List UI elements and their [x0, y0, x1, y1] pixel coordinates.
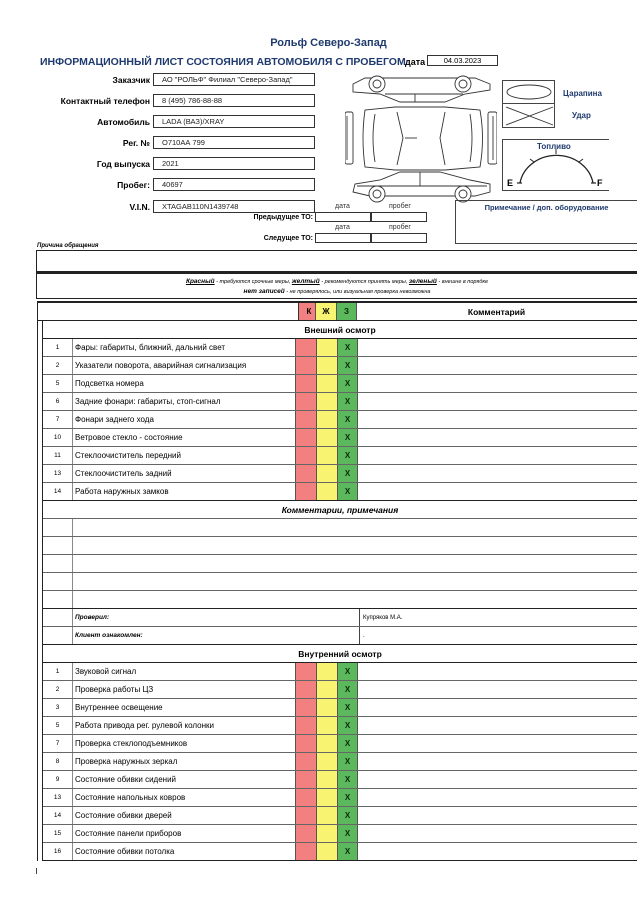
yellow-cell[interactable]: [316, 447, 337, 464]
yellow-cell[interactable]: [316, 393, 337, 410]
red-cell[interactable]: [295, 807, 316, 824]
vin-label: V.I.N.: [129, 202, 150, 212]
fuel-gauge[interactable]: [502, 139, 609, 191]
green-cell[interactable]: X: [337, 357, 358, 374]
row-number: 16: [43, 843, 73, 860]
year-field[interactable]: 2021: [153, 157, 315, 170]
comments-title: Комментарии, примечания: [281, 505, 399, 515]
row-description: Состояние обивки дверей: [75, 811, 172, 820]
row-number: 14: [43, 483, 73, 500]
row-description: Стеклоочиститель передний: [75, 451, 181, 460]
cross-icon: [503, 104, 556, 128]
table-row: [43, 465, 637, 483]
ellipse-icon: [503, 81, 556, 104]
row-number: 2: [43, 681, 73, 698]
red-cell[interactable]: [295, 735, 316, 752]
green-cell[interactable]: X: [337, 699, 358, 716]
reason-label: Причина обращения: [37, 243, 99, 249]
table-row: [43, 843, 637, 861]
green-cell[interactable]: X: [337, 465, 358, 482]
next-mileage-caption: пробег: [389, 224, 411, 231]
yellow-cell[interactable]: [316, 681, 337, 698]
green-cell[interactable]: X: [337, 339, 358, 356]
previous-service-label: Предыдущее ТО:: [253, 214, 313, 221]
yellow-cell[interactable]: [316, 663, 337, 680]
green-cell[interactable]: X: [337, 483, 358, 500]
red-cell[interactable]: [295, 339, 316, 356]
car-damage-diagram-icon[interactable]: [345, 72, 497, 206]
next-service-date-field[interactable]: [315, 233, 371, 243]
internal-title: Внутренний осмотр: [298, 649, 382, 659]
yellow-cell[interactable]: [316, 843, 337, 860]
table-row: [43, 357, 637, 375]
yellow-cell[interactable]: [316, 807, 337, 824]
legend-none-desc: - не проверялось, или визуальная проверка невозможна: [286, 289, 431, 295]
table-row: [43, 447, 637, 465]
comment-line[interactable]: [43, 573, 637, 591]
row-description: Звуковой сигнал: [75, 667, 137, 676]
table-row: [43, 753, 637, 771]
color-legend: [36, 272, 637, 299]
customer-label: Заказчик: [112, 75, 150, 85]
table-row: [43, 825, 637, 843]
table-row: [43, 807, 637, 825]
row-description: Работа привода рег. рулевой колонки: [75, 721, 214, 730]
green-cell[interactable]: X: [337, 717, 358, 734]
row-description: Проверка стеклоподъемников: [75, 739, 188, 748]
row-number: 2: [43, 357, 73, 374]
phone-label: Контактный телефон: [60, 96, 150, 106]
comment-line[interactable]: [43, 537, 637, 555]
date-field[interactable]: 04.03.2023: [427, 55, 498, 66]
row-number: 6: [43, 393, 73, 410]
red-cell[interactable]: [295, 825, 316, 842]
comment-line[interactable]: [43, 555, 637, 573]
yellow-cell[interactable]: [316, 699, 337, 716]
green-cell[interactable]: X: [337, 771, 358, 788]
checked-by-label: Проверил:: [75, 614, 110, 621]
row-number: 13: [43, 465, 73, 482]
green-cell[interactable]: X: [337, 681, 358, 698]
yellow-cell[interactable]: [316, 375, 337, 392]
green-cell[interactable]: X: [337, 393, 358, 410]
client-ack-label: Клиент ознакомлен:: [75, 632, 143, 639]
inspection-table: [37, 301, 637, 861]
table-body: [42, 321, 637, 861]
table-row: [43, 483, 637, 501]
yellow-cell[interactable]: [316, 357, 337, 374]
comments-section-header: [43, 501, 637, 519]
mileage-label: Пробег:: [117, 180, 150, 190]
document-title: ИНФОРМАЦИОННЫЙ ЛИСТ СОСТОЯНИЯ АВТОМОБИЛЯ С ПРОБЕГОМ: [40, 56, 406, 68]
red-cell[interactable]: [295, 771, 316, 788]
table-row: [43, 411, 637, 429]
green-cell[interactable]: X: [337, 807, 358, 824]
legend-yellow-desc: - рекомендуются принять меры,: [321, 279, 408, 285]
table-row: [43, 735, 637, 753]
red-cell[interactable]: [295, 663, 316, 680]
red-cell[interactable]: [295, 681, 316, 698]
yellow-cell[interactable]: [316, 771, 337, 788]
red-cell[interactable]: [295, 789, 316, 806]
legend-green-desc: - внешне в порядке: [438, 279, 489, 285]
table-row: [43, 429, 637, 447]
red-cell[interactable]: [295, 429, 316, 446]
yellow-cell[interactable]: [316, 753, 337, 770]
scratch-label: Царапина: [563, 89, 602, 98]
phone-field[interactable]: 8 (495) 786-88-88: [153, 94, 315, 107]
mileage-field[interactable]: 40697: [153, 178, 315, 191]
red-cell[interactable]: [295, 375, 316, 392]
reg-number-label: Рег. №: [122, 138, 150, 148]
table-row: [43, 393, 637, 411]
checked-by-value[interactable]: Купряков М.А.: [363, 615, 403, 621]
row-description: Состояние обивки сидений: [75, 775, 177, 784]
fuel-arc-icon: [503, 140, 610, 192]
row-description: Состояние напольных ковров: [75, 793, 186, 802]
legend-none: нет записей: [243, 288, 285, 295]
vin-field[interactable]: XTAGAB110N1439748: [153, 200, 315, 213]
yellow-cell[interactable]: [316, 429, 337, 446]
row-number: 13: [43, 789, 73, 806]
client-ack-value[interactable]: .: [363, 633, 365, 639]
red-cell[interactable]: [295, 717, 316, 734]
dent-label: Удар: [572, 111, 591, 120]
external-section-header: [43, 321, 637, 339]
checked-by-row: [43, 609, 637, 627]
reason-field[interactable]: [36, 250, 637, 272]
yellow-cell[interactable]: [316, 825, 337, 842]
row-number: 10: [43, 429, 73, 446]
row-number: 9: [43, 771, 73, 788]
yellow-cell[interactable]: [316, 411, 337, 428]
red-cell[interactable]: [295, 411, 316, 428]
row-number: 3: [43, 699, 73, 716]
green-cell[interactable]: X: [337, 843, 358, 860]
row-description: Состояние обивки потолка: [75, 847, 175, 856]
red-cell[interactable]: [295, 699, 316, 716]
car-field[interactable]: LADA (ВАЗ)/XRAY: [153, 115, 315, 128]
row-description: Фары: габариты, ближний, дальний свет: [75, 343, 226, 352]
yellow-cell[interactable]: [316, 789, 337, 806]
green-cell[interactable]: X: [337, 825, 358, 842]
notes-title: Примечание / доп. оборудование: [484, 203, 609, 212]
col-k-header: К: [298, 303, 319, 320]
table-row: [43, 789, 637, 807]
external-title: Внешний осмотр: [304, 325, 376, 335]
fuel-full-label: F: [597, 178, 603, 188]
row-description: Работа наружных замков: [75, 487, 169, 496]
row-description: Указатели поворота, аварийная сигнализация: [75, 361, 247, 370]
row-description: Задние фонари: габариты, стоп-сигнал: [75, 397, 221, 406]
row-description: Проверка работы ЦЗ: [75, 685, 154, 694]
row-description: Ветровое стекло - состояние: [75, 433, 183, 442]
legend-red-desc: - требуются срочные меры,: [216, 279, 291, 285]
yellow-cell[interactable]: [316, 717, 337, 734]
table-row: [43, 339, 637, 357]
reg-number-field[interactable]: О710АА 799: [153, 136, 315, 149]
row-description: Состояние панели приборов: [75, 829, 182, 838]
red-cell[interactable]: [295, 753, 316, 770]
table-row: [43, 717, 637, 735]
row-number: 8: [43, 753, 73, 770]
red-cell[interactable]: [295, 447, 316, 464]
comment-line[interactable]: [43, 519, 637, 537]
damage-legend: [502, 80, 555, 128]
table-row: [43, 699, 637, 717]
table-row: [43, 681, 637, 699]
row-number: 7: [43, 411, 73, 428]
red-cell[interactable]: [295, 843, 316, 860]
row-number: 11: [43, 447, 73, 464]
row-description: Фонари заднего хода: [75, 415, 154, 424]
yellow-cell[interactable]: [316, 339, 337, 356]
red-cell[interactable]: [295, 465, 316, 482]
col-comment-header: Комментарий: [467, 307, 526, 317]
row-number: 7: [43, 735, 73, 752]
comment-line[interactable]: [43, 591, 637, 609]
table-header: [38, 303, 637, 321]
row-number: 14: [43, 807, 73, 824]
red-cell[interactable]: [295, 393, 316, 410]
year-label: Год выпуска: [96, 159, 150, 169]
customer-field[interactable]: АО "РОЛЬФ" Филиал "Северо-Запад": [153, 73, 315, 86]
previous-service-date-field[interactable]: [315, 212, 371, 222]
client-ack-row: [43, 627, 637, 645]
green-cell[interactable]: X: [337, 447, 358, 464]
date-label: дата: [405, 57, 426, 67]
dent-symbol: [503, 104, 554, 128]
green-cell[interactable]: X: [337, 663, 358, 680]
red-cell[interactable]: [295, 357, 316, 374]
green-cell[interactable]: X: [337, 429, 358, 446]
green-cell[interactable]: X: [337, 753, 358, 770]
yellow-cell[interactable]: [316, 465, 337, 482]
legend-red: Красный: [185, 278, 215, 285]
table-row: [43, 375, 637, 393]
row-number: 5: [43, 375, 73, 392]
legend-yellow: желтый: [291, 278, 320, 285]
row-description: Стеклоочиститель задний: [75, 469, 172, 478]
green-cell[interactable]: X: [337, 375, 358, 392]
row-number: 15: [43, 825, 73, 842]
yellow-cell[interactable]: [316, 483, 337, 500]
scratch-symbol: [503, 81, 554, 104]
next-service-mileage-field[interactable]: [371, 233, 427, 243]
internal-section-header: [43, 645, 637, 663]
red-cell[interactable]: [295, 483, 316, 500]
green-cell[interactable]: X: [337, 735, 358, 752]
yellow-cell[interactable]: [316, 735, 337, 752]
green-cell[interactable]: X: [337, 411, 358, 428]
notes-box[interactable]: [455, 200, 637, 244]
next-service-label: Следущее ТО:: [263, 235, 313, 242]
car-label: Автомобиль: [97, 117, 150, 127]
col-zh-header: Ж: [315, 303, 336, 320]
row-number: 1: [43, 339, 73, 356]
next-date-caption: дата: [335, 224, 350, 231]
table-row: [43, 771, 637, 789]
green-cell[interactable]: X: [337, 789, 358, 806]
row-description: Проверка наружных зеркал: [75, 757, 178, 766]
table-row: [43, 663, 637, 681]
company-name: Рольф Северо-Запад: [270, 37, 387, 49]
row-number: 1: [43, 663, 73, 680]
page-edge-mark: [36, 868, 37, 874]
prev-date-caption: дата: [335, 203, 350, 210]
prev-mileage-caption: пробег: [389, 203, 411, 210]
legend-green: зеленый: [408, 278, 437, 285]
col-z-header: З: [336, 303, 357, 320]
previous-service-mileage-field[interactable]: [371, 212, 427, 222]
fuel-empty-label: E: [507, 178, 514, 188]
row-number: 5: [43, 717, 73, 734]
row-description: Подсветка номера: [75, 379, 144, 388]
fuel-title: Топливо: [537, 142, 571, 151]
row-description: Внутреннее освещение: [75, 703, 163, 712]
